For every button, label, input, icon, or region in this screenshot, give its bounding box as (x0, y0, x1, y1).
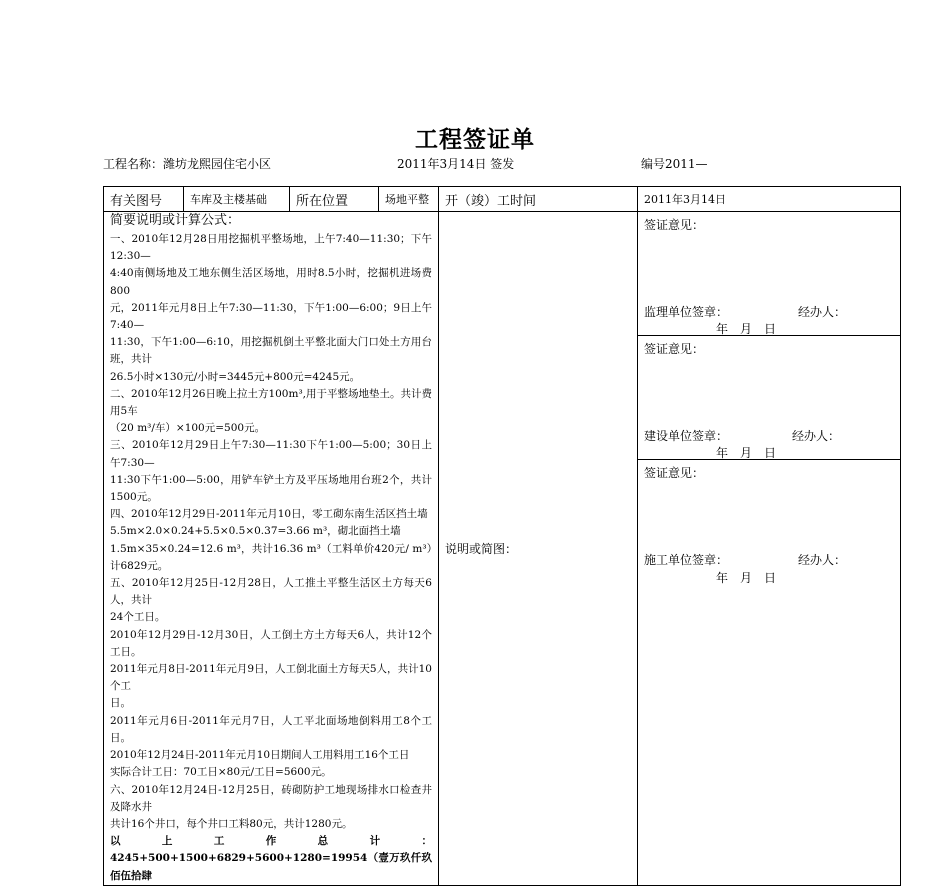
calc-line: 二、2010年12月26日晚上拉土方100m³,用于平整场地垫土。共计费用5车 (110, 387, 432, 418)
calc-line: 26.5小时×130元/小时=3445元+800元=4245元。 (110, 370, 361, 383)
opinion-label: 签证意见： (644, 466, 705, 480)
calc-line: 日。 (110, 697, 131, 710)
calc-line: 2010年12月29日-12月30日，人工倒土方土方每天6人，共计12个工日。 (110, 628, 432, 658)
calc-line: 1.5m×35×0.24=12.6 m³，共计16.36 m³（工料单价420元/ m³）计6829元。 (110, 542, 432, 572)
calc-line: 六、2010年12月24日-12月25日，砖砌防护工地现场排水口检查井及降水井 (110, 783, 432, 813)
document-title: 工程签证单 (415, 126, 535, 153)
handler-label: 经办人： (798, 553, 847, 567)
calc-line: 实际合计工日：70工日×80元/工日=5600元。 (110, 766, 332, 779)
unit-seal-label: 施工单位签章： (644, 553, 729, 567)
calc-line: 四、2010年12月29日-2011年元月10日，零工砌东南生活区挡土墙 (110, 508, 428, 521)
owner-sign-cell (638, 336, 901, 460)
opinion-label: 签证意见： (644, 218, 705, 232)
calc-line: 11:30，下午1:00—6:10，用挖掘机倒土平整北面大门口处土方用台班，共计 (110, 336, 432, 366)
time-label: 开（竣）工时间 (439, 187, 638, 212)
calculation-cell (104, 212, 439, 886)
calc-total-line: 以上工作总计：4245+500+1500+6829+5600+1280=19954（壹万玖仟玖佰伍拾肆 (110, 835, 432, 882)
location-label: 所在位置 (290, 187, 379, 212)
unit-seal-label: 监理单位签章： (644, 305, 729, 319)
date-label: 年 月 日 (716, 322, 777, 336)
supervision-sign-cell (638, 212, 901, 336)
time-value: 2011年3月14日 (638, 187, 901, 212)
issue-date: 2011年3月14日 签发 (397, 157, 515, 171)
calc-line: 24个工日。 (110, 611, 166, 624)
calc-line: 一、2010年12月28日用挖掘机平整场地，上午7:40—11:30；下午12:30— (110, 233, 432, 263)
note-label: 说明或简图： (445, 541, 518, 556)
calc-line: 2011年元月8日-2011年元月9日，人工倒北面土方每天5人，共计10个工 (110, 663, 432, 693)
calc-line: 2011年元月6日-2011年元月7日，人工平北面场地倒料用工8个工日。 (110, 714, 432, 744)
note-cell (439, 212, 638, 886)
calc-line: （20 m³/车）×100元=500元。 (110, 422, 266, 435)
calc-line: 三、2010年12月29日上午7:30—11:30下午1:00—5:00；30日上午7:30— (110, 439, 432, 469)
header-row (104, 187, 901, 212)
calc-line: 元，2011年元月8日上午7:30—11:30，下午1:00—6:00；9日上午7:40— (110, 301, 432, 332)
calc-line: 共计16个井口，每个井口工料80元，共计1280元。 (110, 817, 353, 830)
date-label: 年 月 日 (716, 446, 777, 460)
visa-table (103, 186, 901, 886)
contractor-sign-cell (638, 460, 901, 886)
serial-number: 编号2011— (641, 157, 708, 171)
drawing-label: 有关图号 (104, 187, 184, 212)
unit-seal-label: 建设单位签章： (644, 429, 729, 443)
drawing-value: 车库及主楼基础 (184, 187, 290, 212)
opinion-label: 签证意见： (644, 342, 705, 356)
handler-label: 经办人： (798, 305, 847, 319)
calc-title: 简要说明或计算公式： (110, 213, 241, 228)
handler-label: 经办人： (792, 429, 841, 443)
location-value: 场地平整 (379, 187, 439, 212)
project-name: 工程名称：潍坊龙熙园住宅小区 (103, 157, 272, 171)
date-label: 年 月 日 (716, 571, 777, 585)
calc-line: 11:30下午1:00—5:00，用铲车铲土方及平压场地用台班2个，共计1500元。 (110, 473, 432, 504)
calc-line: 2010年12月24日-2011年元月10日期间人工用料用工16个工日 (110, 749, 410, 762)
calc-line: 5.5m×2.0×0.24+5.5×0.5×0.37=3.66 m³，砌北面挡土墙 (110, 525, 401, 538)
calc-line: 五、2010年12月25日-12月28日，人工推土平整生活区土方每天6人，共计 (110, 577, 432, 607)
calc-line: 4:40南侧场地及工地东侧生活区场地，用时8.5小时，挖掘机进场费800 (110, 267, 432, 297)
